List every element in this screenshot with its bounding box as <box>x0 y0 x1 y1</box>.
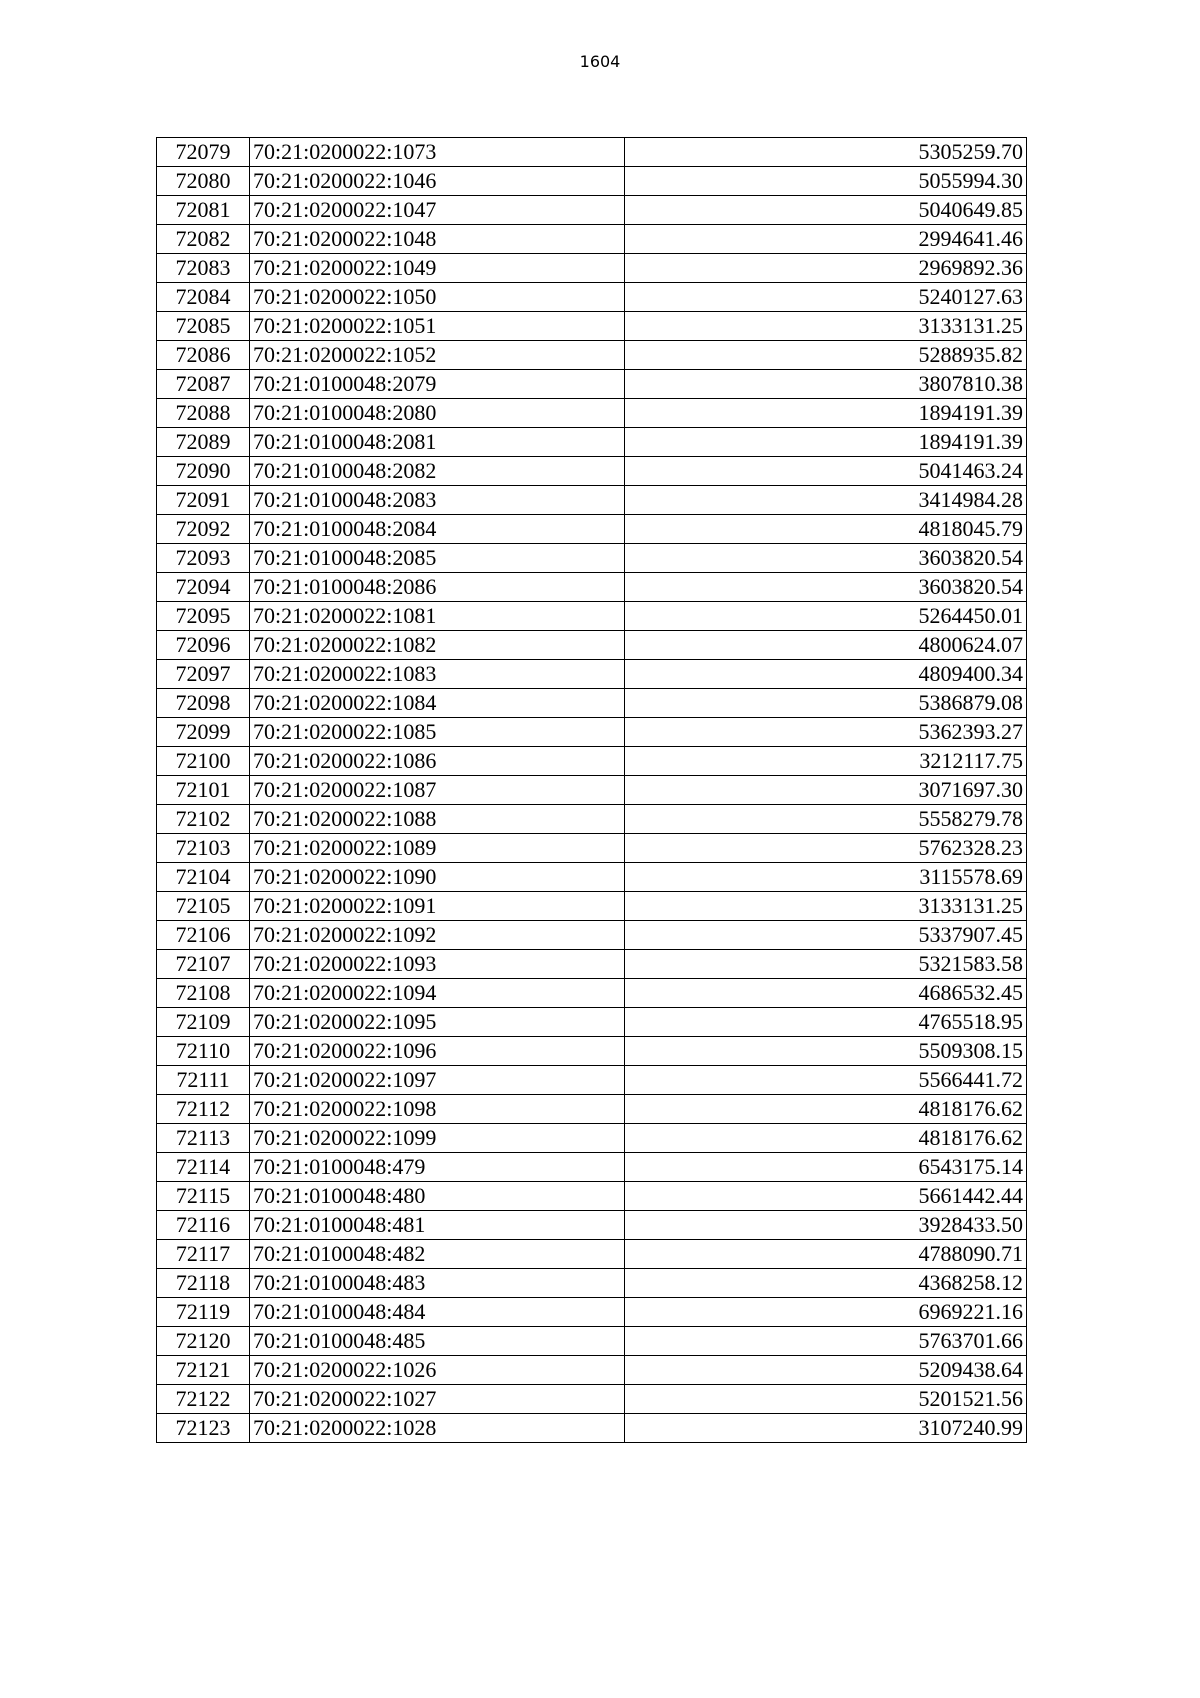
cadastral-value-cell: 5040649.85 <box>625 196 1027 225</box>
table-row <box>157 486 1027 515</box>
table-row <box>157 689 1027 718</box>
row-number-cell: 72122 <box>157 1385 250 1414</box>
cadastral-number-cell: 70:21:0200022:1081 <box>250 602 625 631</box>
table-row <box>157 892 1027 921</box>
row-number-cell: 72118 <box>157 1269 250 1298</box>
cadastral-value-cell: 4818045.79 <box>625 515 1027 544</box>
row-number-cell: 72110 <box>157 1037 250 1066</box>
cadastral-value-cell: 4788090.71 <box>625 1240 1027 1269</box>
table-row <box>157 254 1027 283</box>
cadastral-value-cell: 4686532.45 <box>625 979 1027 1008</box>
row-number-cell: 72114 <box>157 1153 250 1182</box>
cadastral-number-cell: 70:21:0200022:1087 <box>250 776 625 805</box>
row-number-cell: 72098 <box>157 689 250 718</box>
cadastral-number-cell: 70:21:0200022:1047 <box>250 196 625 225</box>
row-number-cell: 72123 <box>157 1414 250 1443</box>
row-number-cell: 72088 <box>157 399 250 428</box>
cadastral-value-cell: 4818176.62 <box>625 1124 1027 1153</box>
cadastral-value-cell: 1894191.39 <box>625 428 1027 457</box>
row-number-cell: 72079 <box>157 138 250 167</box>
cadastral-value-cell: 5762328.23 <box>625 834 1027 863</box>
row-number-cell: 72106 <box>157 921 250 950</box>
cadastral-value-cell: 3414984.28 <box>625 486 1027 515</box>
cadastral-number-cell: 70:21:0200022:1099 <box>250 1124 625 1153</box>
table-row <box>157 283 1027 312</box>
cadastral-value-cell: 5661442.44 <box>625 1182 1027 1211</box>
cadastral-value-cell: 5209438.64 <box>625 1356 1027 1385</box>
cadastral-value-cell: 3107240.99 <box>625 1414 1027 1443</box>
row-number-cell: 72113 <box>157 1124 250 1153</box>
row-number-cell: 72104 <box>157 863 250 892</box>
cadastral-value-cell: 5201521.56 <box>625 1385 1027 1414</box>
row-number-cell: 72090 <box>157 457 250 486</box>
row-number-cell: 72099 <box>157 718 250 747</box>
row-number-cell: 72094 <box>157 573 250 602</box>
cadastral-value-cell: 5558279.78 <box>625 805 1027 834</box>
cadastral-number-cell: 70:21:0200022:1048 <box>250 225 625 254</box>
row-number-cell: 72082 <box>157 225 250 254</box>
table-row <box>157 602 1027 631</box>
table-row <box>157 573 1027 602</box>
table-row <box>157 399 1027 428</box>
cadastral-value-cell: 5264450.01 <box>625 602 1027 631</box>
row-number-cell: 72100 <box>157 747 250 776</box>
table-row <box>157 1240 1027 1269</box>
row-number-cell: 72089 <box>157 428 250 457</box>
cadastral-number-cell: 70:21:0200022:1046 <box>250 167 625 196</box>
cadastral-value-cell: 3212117.75 <box>625 747 1027 776</box>
cadastral-number-cell: 70:21:0100048:485 <box>250 1327 625 1356</box>
table-row <box>157 718 1027 747</box>
cadastral-number-cell: 70:21:0200022:1095 <box>250 1008 625 1037</box>
cadastral-number-cell: 70:21:0200022:1049 <box>250 254 625 283</box>
cadastral-number-cell: 70:21:0200022:1086 <box>250 747 625 776</box>
row-number-cell: 72105 <box>157 892 250 921</box>
cadastral-number-cell: 70:21:0200022:1085 <box>250 718 625 747</box>
table-row <box>157 921 1027 950</box>
cadastral-number-cell: 70:21:0200022:1083 <box>250 660 625 689</box>
cadastral-value-cell: 3115578.69 <box>625 863 1027 892</box>
cadastral-value-cell: 5321583.58 <box>625 950 1027 979</box>
row-number-cell: 72087 <box>157 370 250 399</box>
cadastral-value-cell: 5509308.15 <box>625 1037 1027 1066</box>
cadastral-value-cell: 5288935.82 <box>625 341 1027 370</box>
table-row <box>157 1356 1027 1385</box>
row-number-cell: 72101 <box>157 776 250 805</box>
cadastral-value-cell: 3807810.38 <box>625 370 1027 399</box>
row-number-cell: 72093 <box>157 544 250 573</box>
table-row <box>157 196 1027 225</box>
cadastral-number-cell: 70:21:0200022:1094 <box>250 979 625 1008</box>
cadastral-value-cell: 6969221.16 <box>625 1298 1027 1327</box>
row-number-cell: 72119 <box>157 1298 250 1327</box>
page-number: 1604 <box>579 52 621 71</box>
cadastral-number-cell: 70:21:0200022:1084 <box>250 689 625 718</box>
table-row <box>157 660 1027 689</box>
cadastral-value-cell: 3603820.54 <box>625 573 1027 602</box>
cadastral-number-cell: 70:21:0100048:2084 <box>250 515 625 544</box>
cadastral-number-cell: 70:21:0200022:1088 <box>250 805 625 834</box>
cadastral-number-cell: 70:21:0100048:2079 <box>250 370 625 399</box>
row-number-cell: 72108 <box>157 979 250 1008</box>
cadastral-number-cell: 70:21:0200022:1090 <box>250 863 625 892</box>
cadastral-value-cell: 5566441.72 <box>625 1066 1027 1095</box>
cadastral-number-cell: 70:21:0100048:2086 <box>250 573 625 602</box>
table-row <box>157 515 1027 544</box>
row-number-cell: 72091 <box>157 486 250 515</box>
cadastral-number-cell: 70:21:0200022:1050 <box>250 283 625 312</box>
cadastral-value-cell: 1894191.39 <box>625 399 1027 428</box>
table-row <box>157 1008 1027 1037</box>
row-number-cell: 72086 <box>157 341 250 370</box>
row-number-cell: 72107 <box>157 950 250 979</box>
row-number-cell: 72097 <box>157 660 250 689</box>
cadastral-value-cell: 4809400.34 <box>625 660 1027 689</box>
cadastral-number-cell: 70:21:0100048:482 <box>250 1240 625 1269</box>
cadastral-value-cell: 5337907.45 <box>625 921 1027 950</box>
cadastral-number-cell: 70:21:0100048:2080 <box>250 399 625 428</box>
table-row <box>157 1095 1027 1124</box>
table-row <box>157 1037 1027 1066</box>
row-number-cell: 72111 <box>157 1066 250 1095</box>
table-row <box>157 747 1027 776</box>
cadastral-value-cell: 3133131.25 <box>625 892 1027 921</box>
cadastral-number-cell: 70:21:0100048:2082 <box>250 457 625 486</box>
cadastral-value-table <box>156 137 1027 1443</box>
table-row <box>157 1414 1027 1443</box>
table-row <box>157 370 1027 399</box>
table-row <box>157 544 1027 573</box>
row-number-cell: 72103 <box>157 834 250 863</box>
cadastral-value-cell: 2969892.36 <box>625 254 1027 283</box>
row-number-cell: 72115 <box>157 1182 250 1211</box>
table-row <box>157 1211 1027 1240</box>
cadastral-value-cell: 5386879.08 <box>625 689 1027 718</box>
table-row <box>157 167 1027 196</box>
cadastral-number-cell: 70:21:0200022:1091 <box>250 892 625 921</box>
row-number-cell: 72096 <box>157 631 250 660</box>
table-row <box>157 1124 1027 1153</box>
table-row <box>157 1269 1027 1298</box>
table-row <box>157 341 1027 370</box>
row-number-cell: 72121 <box>157 1356 250 1385</box>
cadastral-number-cell: 70:21:0200022:1073 <box>250 138 625 167</box>
cadastral-number-cell: 70:21:0100048:2081 <box>250 428 625 457</box>
row-number-cell: 72092 <box>157 515 250 544</box>
table-row <box>157 312 1027 341</box>
row-number-cell: 72081 <box>157 196 250 225</box>
table-row <box>157 1153 1027 1182</box>
row-number-cell: 72109 <box>157 1008 250 1037</box>
row-number-cell: 72116 <box>157 1211 250 1240</box>
row-number-cell: 72120 <box>157 1327 250 1356</box>
cadastral-number-cell: 70:21:0200022:1027 <box>250 1385 625 1414</box>
table-row <box>157 776 1027 805</box>
cadastral-number-cell: 70:21:0200022:1097 <box>250 1066 625 1095</box>
row-number-cell: 72085 <box>157 312 250 341</box>
row-number-cell: 72095 <box>157 602 250 631</box>
cadastral-value-cell: 5362393.27 <box>625 718 1027 747</box>
cadastral-value-cell: 5055994.30 <box>625 167 1027 196</box>
cadastral-number-cell: 70:21:0100048:481 <box>250 1211 625 1240</box>
cadastral-value-cell: 4818176.62 <box>625 1095 1027 1124</box>
cadastral-value-cell: 5240127.63 <box>625 283 1027 312</box>
cadastral-number-cell: 70:21:0200022:1052 <box>250 341 625 370</box>
row-number-cell: 72117 <box>157 1240 250 1269</box>
table-row <box>157 1066 1027 1095</box>
table-row <box>157 631 1027 660</box>
cadastral-value-cell: 3928433.50 <box>625 1211 1027 1240</box>
row-number-cell: 72102 <box>157 805 250 834</box>
table-row <box>157 805 1027 834</box>
cadastral-number-cell: 70:21:0200022:1082 <box>250 631 625 660</box>
cadastral-value-cell: 6543175.14 <box>625 1153 1027 1182</box>
table-row <box>157 834 1027 863</box>
cadastral-number-cell: 70:21:0100048:2083 <box>250 486 625 515</box>
table-body <box>157 138 1027 1443</box>
cadastral-number-cell: 70:21:0100048:2085 <box>250 544 625 573</box>
cadastral-value-cell: 3603820.54 <box>625 544 1027 573</box>
table-row <box>157 225 1027 254</box>
cadastral-value-cell: 5305259.70 <box>625 138 1027 167</box>
cadastral-value-cell: 4765518.95 <box>625 1008 1027 1037</box>
cadastral-number-cell: 70:21:0200022:1096 <box>250 1037 625 1066</box>
table-row <box>157 979 1027 1008</box>
row-number-cell: 72084 <box>157 283 250 312</box>
cadastral-number-cell: 70:21:0200022:1092 <box>250 921 625 950</box>
table-row <box>157 428 1027 457</box>
cadastral-value-cell: 4368258.12 <box>625 1269 1027 1298</box>
row-number-cell: 72112 <box>157 1095 250 1124</box>
table-row <box>157 1385 1027 1414</box>
cadastral-number-cell: 70:21:0200022:1098 <box>250 1095 625 1124</box>
table-row <box>157 950 1027 979</box>
cadastral-number-cell: 70:21:0100048:484 <box>250 1298 625 1327</box>
cadastral-number-cell: 70:21:0100048:480 <box>250 1182 625 1211</box>
table-row <box>157 457 1027 486</box>
row-number-cell: 72080 <box>157 167 250 196</box>
cadastral-value-cell: 2994641.46 <box>625 225 1027 254</box>
row-number-cell: 72083 <box>157 254 250 283</box>
cadastral-number-cell: 70:21:0200022:1028 <box>250 1414 625 1443</box>
table-row <box>157 1298 1027 1327</box>
table-row <box>157 1182 1027 1211</box>
cadastral-value-cell: 3133131.25 <box>625 312 1027 341</box>
cadastral-number-cell: 70:21:0200022:1051 <box>250 312 625 341</box>
cadastral-number-cell: 70:21:0100048:483 <box>250 1269 625 1298</box>
cadastral-number-cell: 70:21:0200022:1026 <box>250 1356 625 1385</box>
cadastral-number-cell: 70:21:0200022:1093 <box>250 950 625 979</box>
cadastral-value-cell: 5763701.66 <box>625 1327 1027 1356</box>
table-row <box>157 138 1027 167</box>
table-row <box>157 863 1027 892</box>
cadastral-number-cell: 70:21:0100048:479 <box>250 1153 625 1182</box>
cadastral-value-cell: 4800624.07 <box>625 631 1027 660</box>
cadastral-number-cell: 70:21:0200022:1089 <box>250 834 625 863</box>
table-row <box>157 1327 1027 1356</box>
cadastral-value-cell: 5041463.24 <box>625 457 1027 486</box>
cadastral-value-cell: 3071697.30 <box>625 776 1027 805</box>
